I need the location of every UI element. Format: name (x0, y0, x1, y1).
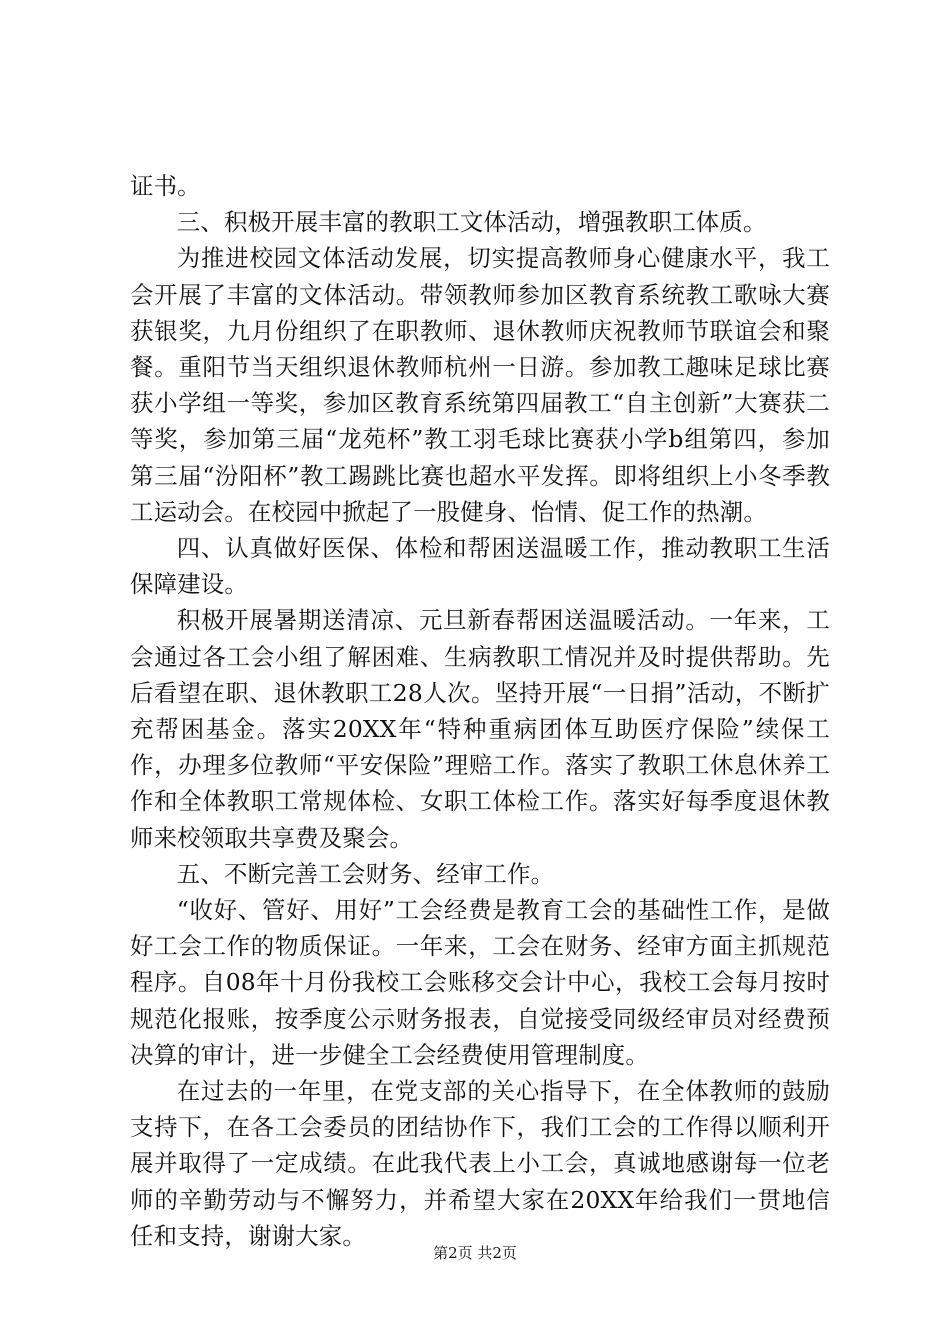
section-heading-3: 三、积极开展丰富的教职工文体活动，增强教职工体质。 (176, 208, 767, 237)
document-body (130, 168, 830, 1254)
paragraph-closing: 在过去的一年里，在党支部的关心指导下，在全体教师的鼓励支持下，在各工会委员的团结协作下，我们工会的工作得以顺利开展并取得了一定成绩。在此我代表上小工会，真诚地感谢每一位老师的辛勤劳动与不懈努力，并希望大家在20XX年给我们一贯地信任和支持，谢谢大家。 (130, 1077, 830, 1250)
paragraph-finance: “收好、管好、用好”工会经费是教育工会的基础性工作，是做好工会工作的物质保证。一年来，工会在财务、经审方面主抓规范程序。自08年十月份我校工会账移交会计中心，我校工会每月按时规范化报账，按季度公示财务报表，自觉接受同级经审员对经费预决算的审计，进一步健全工会经费使用管理制度。 (130, 896, 830, 1069)
paragraph-continuation: 证书。 (130, 172, 201, 200)
section-heading-4: 四、认真做好医保、体检和帮困送温暖工作，推动教职工生活保障建设。 (130, 534, 830, 599)
paragraph-welfare: 积极开展暑期送清凉、元旦新春帮困送温暖活动。一年来，工会通过各工会小组了解困难、生病教职工情况并及时提供帮助。先后看望在职、退休教职工28人次。坚持开展“一日捐”活动，不断扩充帮困基金。落实20XX年“特种重病团体互助医疗保险”续保工作，办理多位教师“平安保险”理赔工作。落实了教职工休息休养工作和全体教职工常规体检、女职工体检工作。落实好每季度退休教师来校领取共享费及聚会。 (130, 606, 830, 852)
page-number-footer: 第2页 共2页 (433, 1244, 517, 1262)
section-heading-5: 五、不断完善工会财务、经审工作。 (176, 859, 555, 888)
paragraph-sports-activities: 为推进校园文体活动发展，切实提高教师身心健康水平，我工会开展了丰富的文体活动。带领教师参加区教育系统教工歌咏大赛获银奖，九月份组织了在职教师、退休教师庆祝教师节联谊会和聚餐。重阳节当天组织退休教师杭州一日游。参加教工趣味足球比赛获小学组一等奖，参加区教育系统第四届教工“自主创新”大赛获二等奖，参加第三届“龙苑杯”教工羽毛球比赛获小学b组第四，参加第三届“汾阳杯”教工踢跳比赛也超水平发挥。即将组织上小冬季教工运动会。在校园中掀起了一股健身、怡情、促工作的热潮。 (130, 244, 830, 526)
